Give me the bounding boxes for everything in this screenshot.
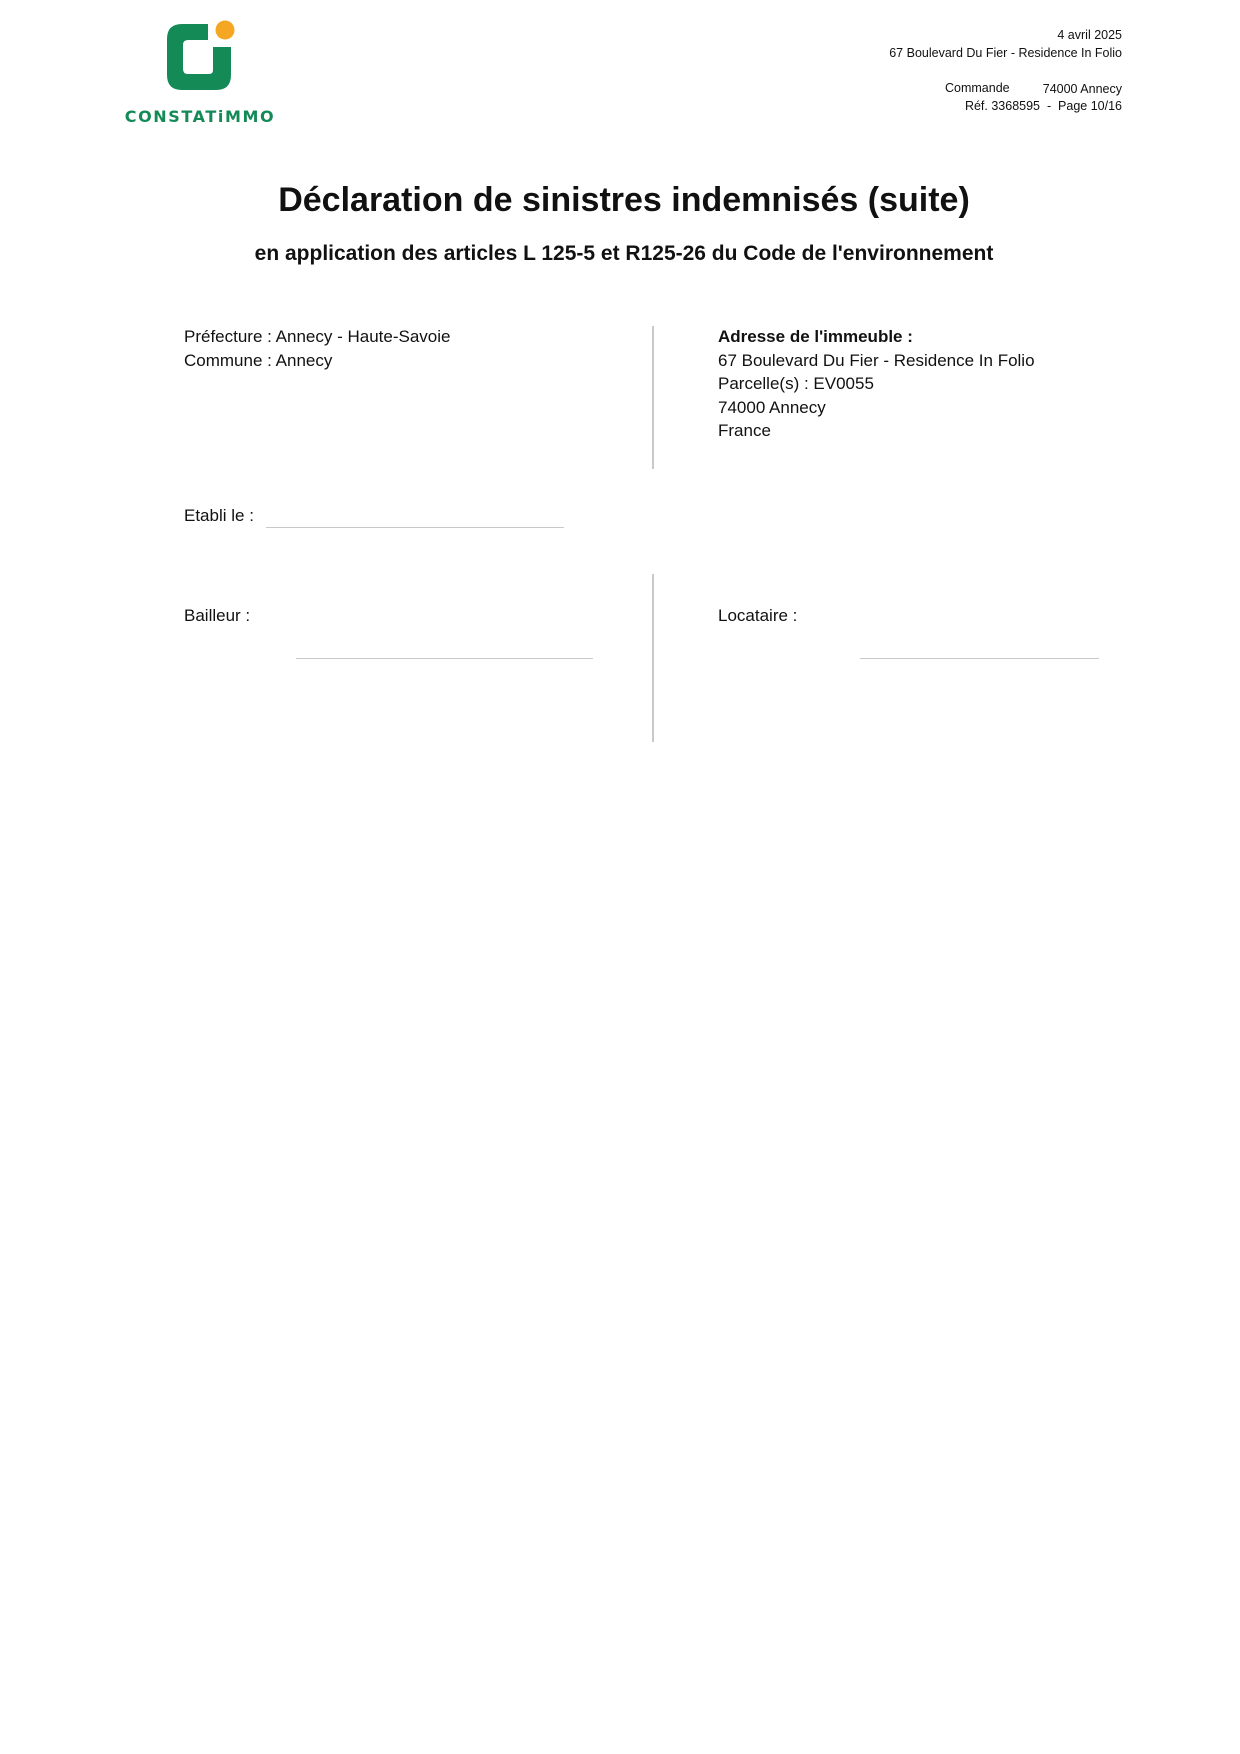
property-address-heading: Adresse de l'immeuble : <box>718 327 913 346</box>
tenant-signature-line <box>860 658 1099 659</box>
landlord-signature-line <box>296 658 593 659</box>
tenant-label: Locataire : <box>718 606 798 625</box>
property-parcel-line: Parcelle(s) : EV0055 <box>718 374 874 394</box>
established-date-line <box>266 527 564 528</box>
header-address-line1: 67 Boulevard Du Fier - Residence In Folio <box>889 46 1122 60</box>
logo-wordmark: CONSTATiMMO <box>124 107 276 126</box>
header-order-label: Commande <box>945 81 1010 95</box>
column-divider-top <box>652 326 654 469</box>
header-address-line2-text: 74000 Annecy <box>1042 82 1122 96</box>
property-city-line: 74000 Annecy <box>718 397 826 417</box>
page-title: Déclaration de sinistres indemnisés (suite) <box>278 181 970 219</box>
property-address-block <box>718 325 1035 443</box>
column-divider-bottom <box>652 574 654 742</box>
property-address-line: 67 Boulevard Du Fier - Residence In Folio <box>718 350 1035 370</box>
prefecture-text: Préfecture : Annecy - Haute-Savoie <box>184 327 451 346</box>
landlord-label: Bailleur : <box>184 606 251 625</box>
property-country-line: France <box>718 421 771 441</box>
established-label: Etabli le : <box>184 506 254 525</box>
page-subtitle: en application des articles L 125-5 et R125-26 du Code de l'environnement <box>254 242 994 265</box>
constatimmo-logo-icon <box>163 20 237 92</box>
location-block <box>184 325 450 372</box>
header-reference: Réf. 3368595 - Page 10/16 <box>964 99 1122 113</box>
commune-text: Commune : Annecy <box>184 350 333 370</box>
header-date: 4 avril 2025 <box>1057 28 1122 42</box>
header-address-line2 <box>1029 62 1122 96</box>
